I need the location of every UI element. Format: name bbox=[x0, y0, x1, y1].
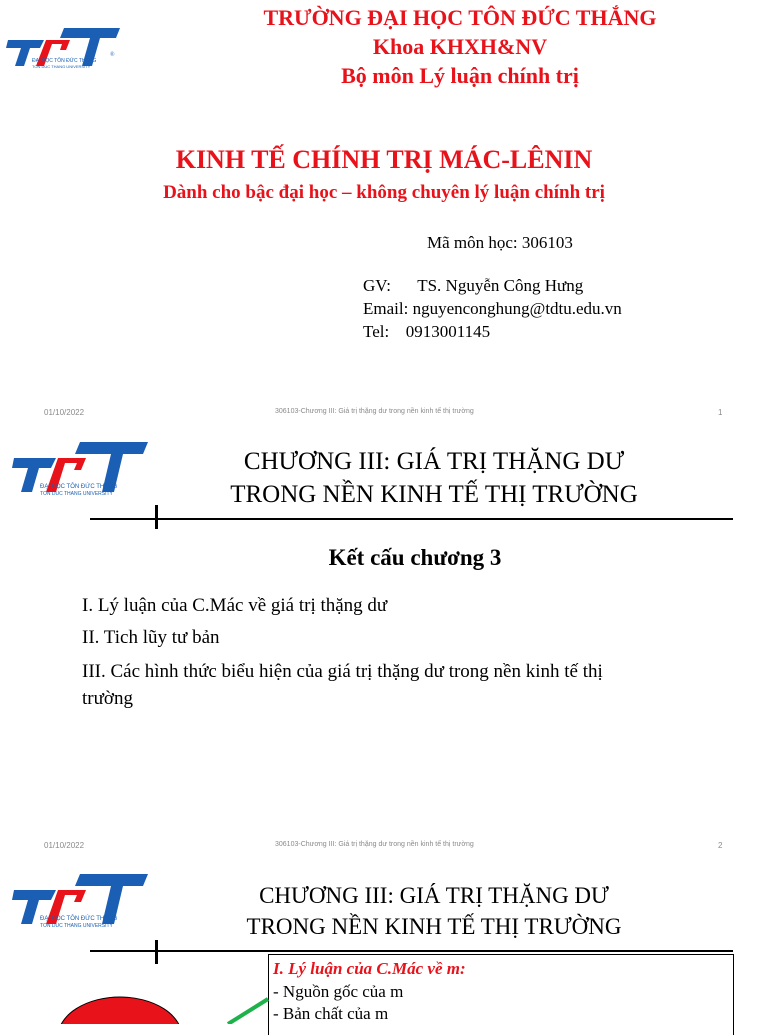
structure-heading: Kết cấu chương 3 bbox=[328, 545, 502, 570]
svg-text:®: ® bbox=[110, 52, 115, 58]
footer-date: 01/10/2022 bbox=[44, 841, 85, 850]
lecturer-tel-line bbox=[363, 320, 622, 343]
tdtu-logo bbox=[10, 436, 150, 500]
footer-page-number: 1 bbox=[718, 408, 723, 417]
chapter-title-line-1: CHƯƠNG III: GIÁ TRỊ THẶNG DƯ bbox=[259, 883, 609, 908]
faculty-name: Khoa KHXH&NV bbox=[372, 34, 548, 59]
box-heading: I. Lý luận của C.Mác về m: bbox=[273, 959, 466, 978]
footer-title: 306103-Chương III: Giá trị thặng dư trong nền kinh tế thị trường bbox=[275, 408, 474, 415]
tel-number: 0913001145 bbox=[405, 322, 491, 341]
outline-item-3-cont: trường bbox=[82, 688, 133, 709]
chapter-title-line-1: CHƯƠNG III: GIÁ TRỊ THẶNG DƯ bbox=[243, 448, 625, 475]
footer-date: 01/10/2022 bbox=[44, 408, 85, 417]
course-title: KINH TẾ CHÍNH TRỊ MÁC-LÊNIN bbox=[175, 145, 593, 174]
outline-item-2: II. Tich lũy tư bản bbox=[82, 627, 220, 648]
tdtu-logo bbox=[10, 868, 150, 932]
chapter-title-line-2: TRONG NỀN KINH TẾ THỊ TRƯỜNG bbox=[230, 481, 638, 508]
svg-text:TON DUC THANG UNIVERSITY: TON DUC THANG UNIVERSITY bbox=[40, 491, 113, 497]
footer-page-number: 2 bbox=[718, 841, 723, 850]
outline-item-1: I. Lý luận của C.Mác về giá trị thặng dư bbox=[82, 595, 388, 616]
diagram-fragment bbox=[60, 995, 270, 1024]
lecturer-email: Email: nguyenconghung@tdtu.edu.vn bbox=[363, 299, 622, 318]
department-name: Bộ môn Lý luận chính trị bbox=[341, 63, 579, 88]
box-item-2: - Bản chất của m bbox=[273, 1004, 389, 1023]
content-box bbox=[268, 954, 734, 1035]
title-rule bbox=[90, 518, 733, 520]
title-rule-tick bbox=[155, 505, 158, 529]
box-item-1: - Nguồn gốc của m bbox=[273, 982, 404, 1001]
svg-text:TON DUC THANG UNIVERSITY: TON DUC THANG UNIVERSITY bbox=[32, 64, 91, 69]
tdtu-logo bbox=[4, 20, 122, 72]
course-code: Mã môn học: 306103 bbox=[427, 233, 573, 252]
green-connector-line bbox=[228, 999, 268, 1024]
svg-text:ĐẠI HỌC TÔN ĐỨC THẮNG: ĐẠI HỌC TÔN ĐỨC THẮNG bbox=[32, 58, 97, 64]
title-rule-tick bbox=[155, 940, 158, 964]
lecturer-name: TS. Nguyễn Công Hưng bbox=[417, 276, 584, 295]
lecturer-label: GV: bbox=[363, 276, 392, 295]
svg-text:ĐẠI HỌC TÔN ĐỨC THẮNG: ĐẠI HỌC TÔN ĐỨC THẮNG bbox=[40, 484, 118, 490]
tel-label: Tel: bbox=[363, 322, 390, 341]
outline-item-3: III. Các hình thức biểu hiện của giá trị thặng dư trong nền kinh tế thị bbox=[82, 661, 603, 682]
red-circle-shape bbox=[60, 997, 182, 1024]
title-rule bbox=[90, 950, 733, 952]
svg-text:ĐẠI HỌC TÔN ĐỨC THẮNG: ĐẠI HỌC TÔN ĐỨC THẮNG bbox=[40, 916, 118, 922]
footer-title: 306103-Chương III: Giá trị thặng dư trong nền kinh tế thị trường bbox=[275, 841, 474, 848]
svg-text:TON DUC THANG UNIVERSITY: TON DUC THANG UNIVERSITY bbox=[40, 923, 113, 929]
course-subtitle: Dành cho bậc đại học – không chuyên lý luận chính trị bbox=[163, 182, 605, 203]
lecturer-line bbox=[363, 274, 622, 297]
chapter-title-line-2: TRONG NỀN KINH TẾ THỊ TRƯỜNG bbox=[246, 914, 622, 939]
university-name: TRƯỜNG ĐẠI HỌC TÔN ĐỨC THẮNG bbox=[263, 5, 657, 30]
